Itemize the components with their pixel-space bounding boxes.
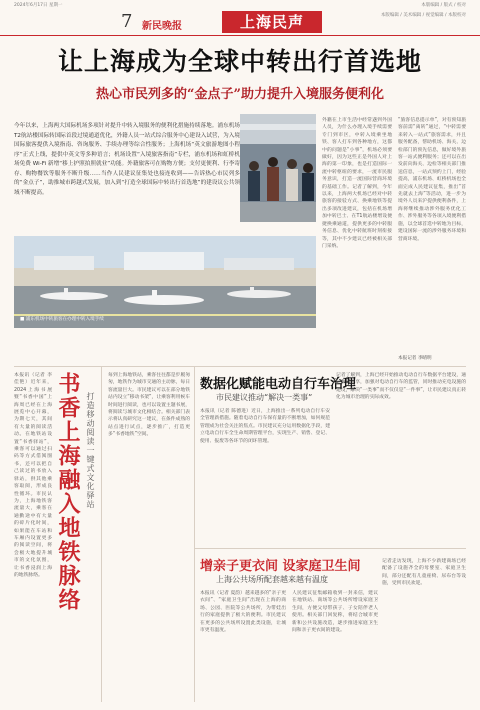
- photo-caption: ■ 浦东机场中转旅客在办理中转入境手续: [20, 317, 104, 322]
- airport-apron-illustration: [14, 236, 316, 328]
- column-divider-2: [194, 366, 195, 702]
- section-title: 上海民声: [222, 11, 322, 33]
- article3-body-2: 记者了解到，上海已经开始推动电动自行车数据平台建设，通过数据共享，加强对电动自行车的监管，同时推动充电设施的建设，解决“一类事”而不仅仅是“一件事”，让市民建议真正转化为城市治理的实际成效。: [336, 373, 466, 401]
- article2-vertical-subheadline: 打造移动阅读一键式文化驿站: [86, 392, 95, 509]
- edition-credits-top: 本版编辑 / 版式 / 校对: [421, 3, 466, 8]
- article3-headline: 数据化赋能电动自行车治理: [200, 377, 357, 392]
- column-divider: [101, 366, 102, 702]
- article4-body-3: 记者走访发现，上海不少新建商场已经配备了设施齐全的母婴室、家庭卫生间，部分还配有儿童座椅、尿布台等设施，受到市民欢迎。: [382, 559, 466, 587]
- masthead: [0, 9, 480, 36]
- main-column-right-2: “旅客信息提示单”，对有预知旅客前需“离转”通过，“中转需要来转入一站式”旅客需求，并且服务配备，帮助机场、海关、边检部门的预先信息，做好境外旅客一站式便利服务；还可以在出发前向海关、边检等相关部门推送信息，一站式预约上门，经验提高，浦东机场、虹桥机场也全面完成人民建议征集，推出“首先就去上海”等活动，进一步为境外人员来沪提供便利条件，上海将继续推动涉外服务优化工作、涉外服务等各项入境便利措施，以全球首选中转地为目标，建设国际一流的涉外服务环境和营商环境。: [398, 118, 466, 242]
- main-reporter: 本报记者 李晴明: [398, 356, 432, 361]
- top-bar: [0, 0, 480, 9]
- airport-apron-photo: [14, 236, 316, 328]
- page-number: 7: [121, 11, 133, 32]
- paper-name: 新民晚报: [142, 21, 182, 32]
- edition-credits: 本版编辑 / 美术编辑 / 视觉编辑 / 本版校对: [380, 13, 466, 18]
- article4-body-2: 人民建议征集邮箱收到一封来信，建议在地铁站、商场等公共场所增设家庭卫生间，方便父母带孩子、子女陪伴老人使用。相关部门回复称，将结合城市更新和公共设施改造，逐步推进家庭卫生间和亲子更衣间的建设。: [292, 591, 378, 634]
- section-divider-2: [194, 548, 466, 549]
- article4-body: 本报讯（记者 夏韵）越来越多的“亲子更衣间”、“家庭卫生间”出现在上海的商场、公园、医院等公共场所，为带娃出行的家庭提供了极大的便利。市民建议在更多的公共场所设置此类设施，让城市更有温度。: [200, 591, 286, 634]
- section-divider: [14, 366, 466, 367]
- main-subheadline: 热心市民列多的“金点子”助力提升入境服务便利化: [96, 87, 384, 102]
- article4-headline: 增亲子更衣间 设家庭卫生间: [200, 559, 361, 574]
- article2-body-2: 每到上海地铁站，乘客往往都是步履匆匆，地铁作为城市交通的主动脉，每日客流量巨大。市民建议可以在部分地铁站内设立“移动书架”，让乘客利用候车时间进行阅读，也可以设置主题书展，将阅读与城市文化相结合。相关部门表示将认真研究这一建议，在条件成熟的站点进行试点，逐步推广，打造更多“书香地铁”空间。: [108, 373, 190, 438]
- issue-date: 2024年6月17日 星期一: [14, 3, 63, 8]
- article2-body: 本报讯（记者 李佳艳）近年来，2024上海书展暨“书香中国”上海周已经在上海展览中心开幕，为期七天，其间有大量的阅读活动。在地铁站设置“书香驿站”，乘客可以通过扫码等方式借阅图书，还可以把自己读过的书放入驿站，供其他乘客取阅，形成良性循环。市民认为，上海地铁客流量大，乘客在通勤途中有大量的碎片化时间，如果能在车站和车厢内设置更多的阅读空间，将会极大地提升城市的文化氛围，让书香浸润上海的地铁脉络。: [14, 373, 52, 578]
- airport-crowd-illustration: [240, 114, 316, 222]
- main-headline: 让上海成为全球中转出行首选地: [57, 47, 422, 76]
- article4-subheadline: 上海公共场所配套越来越有温度: [216, 575, 328, 584]
- main-column-right-1: 外籍在上市生活中经常遇到外国人员，为什么办理入境手续需要专门到市区，中转入境乘坐地铁、客人打车到各种地方，这都中的问题是“小事”，机场必须要做好，因为这些正是外国人对上海的第一印象，也是打造国际一流中转枢纽的要求，一流市民服务意识，打造一流国际营商环境的基础工作。记者了解到，今年以来，上海两大机场已经对中转旅客的接驳方式、换乘地铁等提出多项改进建议，包括在机场增加中转巴士、在T1航站楼增设便捷换乘通道，提供更多的中转服务信息、优化中转航班时刻衔接等，其中不少建议已经被相关部门采纳。: [322, 118, 392, 249]
- article2-vertical-headline: 书香上海融入地铁脉络: [55, 372, 80, 612]
- lead-paragraph: 今年以来，上海两大国际机场多项针对提升中转入境服务的便利化措施持续落地。浦东机场T2航站楼国际转国际首段过境通道优化，外籍人员一站式综合服务中心建设入试营，为入境国际旅客提供入境指南、咨询服务、手续办理等综合性服务；上海机场“英文旅游地图小程序”正式上线，提供中英文等多种语言；机场设置“入境旅客指南”专栏，浦东机场和虹桥机场免费 Wi-Fi 新增“移上护照拍照就业”功能。外籍旅客可在购物方便；支付更便利、行李寄存、购物餐饮等服务不断升级……当作人民建议征集处也接连收到——告诉热心市民列多的“金点子”，助推城市跨越式发展，加入到“打造全球国际中转出行首选地”的建设议公共领域不断提高。: [14, 123, 240, 196]
- airport-crowd-photo: [240, 114, 316, 222]
- article3-body: 本报讯（记者 陈德进）近日，上海推出一系列电动自行车安全管理新措施。随着电动自行车保有量的不断增加，如何规范管理成为社会关注的焦点。市民建议充分运用数据化手段，建立电动自行车全生命周期管理平台，实现生产、销售、登记、使用、报废等各环节的闭环管理。: [200, 409, 330, 444]
- article3-subheadline: 市民建议推动“解决一类事”: [216, 393, 313, 402]
